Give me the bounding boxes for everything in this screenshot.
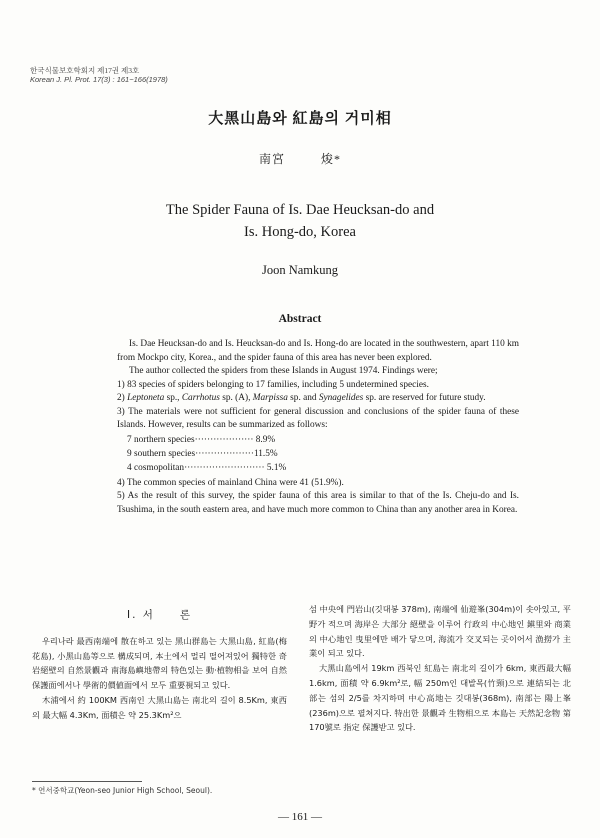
author-korean <box>0 150 600 167</box>
abstract-heading: Abstract <box>278 313 322 325</box>
genus-name: Synagelides <box>318 393 364 403</box>
genus-name: Marpissa <box>252 393 288 403</box>
author-surname: 南宮 <box>258 152 285 166</box>
title-english-line2: Is. Hong-do, Korea <box>244 224 356 240</box>
title-english <box>0 199 600 243</box>
title-korean: 大黑山島와 紅島의 거미相 <box>208 111 392 127</box>
list-item: 7 northern species··················· 8.9% <box>127 434 276 445</box>
list-item: 9 southern species···················11.5% <box>127 448 278 459</box>
abstract-body <box>117 338 519 517</box>
abstract-paragraph: The author collected the spiders from these Islands in August 1974. Findings were; <box>129 366 438 376</box>
body-paragraph: 大黑山島에서 19km 西북인 紅島는 南北의 길이가 6km, 東西最大幅 1.6km, 面積 약 6.9km²로, 幅 250m인 대발목(竹頸)으로 連結되는 北部는 섬의 2/5를 차지하며 中心高地는 깃대봉(368m), 南部는 陽上峯(236m)으로 펼쳐지다. 特出한 景觀과 生物相으로 本島는 天然記念物 第170號로 指定 保護받고 있다. <box>309 663 571 733</box>
abstract-finding: 1) 83 species of spiders belonging to 17 families, including 5 undetermined species. <box>117 379 429 390</box>
right-column <box>309 602 571 735</box>
abstract-finding: 4) The common species of mainland China were 41 (51.9%). <box>117 477 344 488</box>
list-item: 4 cosmopolitan·························· 5.1% <box>127 462 287 473</box>
body-paragraph: 섬 中央에 門岩山(깃대봉 378m), 南端에 仙遊峯(304m)이 솟아있고, 平野가 적으며 海岸은 大部分 絕壁을 이루어 行政의 中心地인 鎭里와 商業의 中心地인 曳里에만 배가 닿으며, 海流가 交叉되는 곳이어서 漁撈가 主業이 되고 있다. <box>309 604 571 659</box>
abstract-paragraph: Is. Dae Heucksan-do and Is. Heucksan-do and Is. Hong-do are located in the southwestern, apart 110 km from Mockpo city, Korea., and the spider fauna of this area has never been explored. <box>117 339 519 363</box>
author-given-name: 焌* <box>321 152 342 166</box>
abstract-finding: 2) Leptoneta sp., Carrhotus sp. (A), Marpissa sp. and Synagelides sp. are reserved for future study. <box>117 393 486 403</box>
abstract-finding: 5) As the result of this survey, the spider fauna of this area is similar to that of the Is. Cheju-do and Is. Tsushima, in the south eastern area, and have much more common to China than any another area in Korea. <box>117 491 519 515</box>
left-column <box>32 608 287 723</box>
footnote: * 연서중학교(Yeon-seo Junior High School, Seoul). <box>32 786 213 795</box>
journal-citation <box>30 66 168 84</box>
genus-name: Carrhotus <box>181 393 220 403</box>
page-number: — 161 — <box>278 811 322 823</box>
author-english: Joon Namkung <box>261 263 339 277</box>
genus-name: Leptoneta <box>127 393 165 403</box>
journal-name-korean: 한국식물보호학회지 제17권 제3호 <box>30 66 140 75</box>
footnote-divider <box>32 781 142 782</box>
abstract-finding: 3) The materials were not sufficient for general discussion and conclusions of the spider fauna of these Islands. However, results can be summarized as follows: <box>117 406 519 430</box>
body-paragraph: 우리나라 最西南端에 散在하고 있는 黑山群島는 大黑山島, 紅島(梅花島), 小黑山島等으로 構成되며, 本土에서 멀리 떨어져있어 獨特한 奇岩絕壁의 自然景觀과 南海島嶼地帶의 特色있는 動·植物相을 보여 自然保護面에서나 學術的價値面에서 모두 重要視되고 있다. <box>32 635 287 691</box>
title-english-line1: The Spider Fauna of Is. Dae Heucksan-do and <box>165 202 435 218</box>
section-heading-introduction: I. 서 론 <box>126 609 193 621</box>
journal-name-english: Korean J. Pl. Prot. 17(3) : 161~166(1978) <box>30 75 168 84</box>
species-distribution-list <box>127 434 519 476</box>
body-paragraph: 木浦에서 約 100KM 西南인 大黑山島는 南北의 길이 8.5Km, 東西의 最大幅 4.3Km, 面積은 약 25.3Km²으 <box>32 694 287 720</box>
